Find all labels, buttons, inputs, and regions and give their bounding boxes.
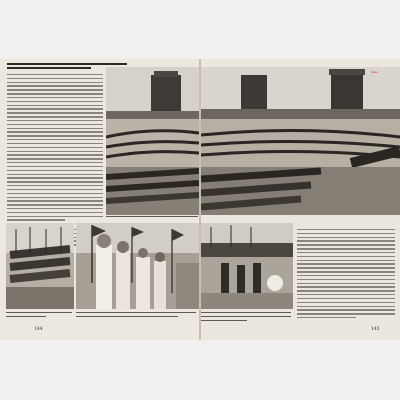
girls-with-flags-photo	[76, 223, 199, 309]
book-spread	[0, 59, 400, 340]
article-body-column-1	[7, 74, 103, 223]
ceremony-procession-photo	[201, 223, 293, 309]
handwritten-annotation: Seite	[371, 70, 378, 74]
photo-caption-bottom-middle	[76, 312, 196, 320]
page-number-left: 144	[34, 327, 43, 332]
stadium-assembly-photo-left	[106, 67, 199, 215]
article-body-column-2	[297, 229, 395, 321]
stadium-assembly-photo-right	[201, 67, 400, 215]
left-page	[0, 59, 199, 340]
right-page	[201, 59, 400, 340]
photo-caption-bottom-right	[201, 312, 291, 323]
photo-caption-bottom-left	[6, 312, 72, 320]
photo-caption-left	[106, 216, 198, 220]
page-number-right: 145	[371, 327, 380, 332]
flag-bearers-parade-photo	[6, 223, 74, 309]
